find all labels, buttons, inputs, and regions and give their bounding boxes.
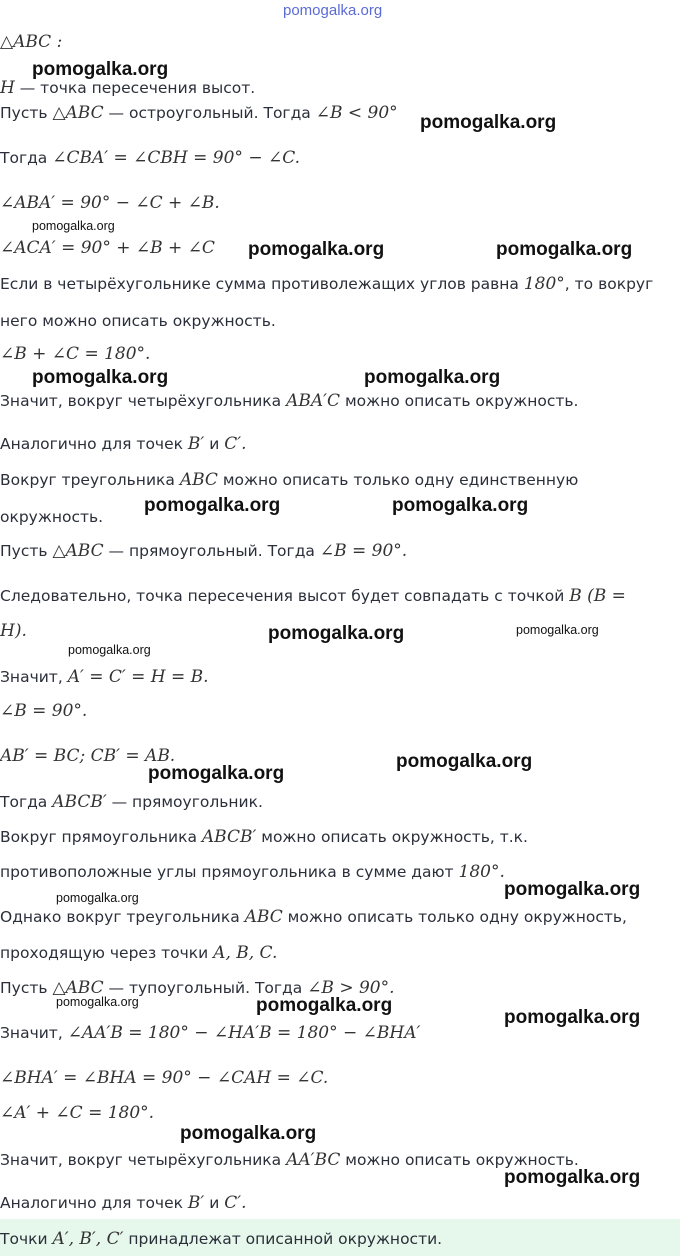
line-15: Следовательно, точка пересечения высот будет совпадать с точкой B (B = — [0, 586, 626, 606]
watermark: pomogalka.org — [496, 239, 633, 260]
line-14: Пусть △ABC — прямоугольный. Тогда ∠B = 90°. — [0, 541, 408, 561]
line-29: Значит, вокруг четырёхугольника AA′BC можно описать окружность. — [0, 1150, 579, 1170]
line-9: ∠B + ∠C = 180°. — [0, 344, 151, 364]
watermark: pomogalka.org — [396, 751, 533, 772]
watermark: pomogalka.org — [420, 112, 557, 133]
line-7: Если в четырёхугольнике сумма противолежащих углов равна 180°, то вокруг — [0, 274, 654, 294]
line-21: Вокруг прямоугольника ABCB′ можно описать окружность, т.к. — [0, 827, 528, 847]
watermark: pomogalka.org — [504, 1167, 641, 1188]
line-8: него можно описать окружность. — [0, 312, 276, 330]
line-19: AB′ = BC; CB′ = AB. — [0, 746, 176, 766]
watermark: pomogalka.org — [504, 1007, 641, 1028]
watermark: pomogalka.org — [68, 643, 151, 657]
watermark: pomogalka.org — [516, 623, 599, 637]
line-30: Аналогично для точек B′ и C′. — [0, 1193, 247, 1213]
line-28: ∠A′ + ∠C = 180°. — [0, 1103, 155, 1123]
line-6: ∠ACA′ = 90° + ∠B + ∠C — [0, 238, 215, 258]
watermark: pomogalka.org — [504, 879, 641, 900]
line-31: Точки A′, B′, C′ принадлежат описанной окружности. — [0, 1229, 443, 1249]
watermark: pomogalka.org — [148, 763, 285, 784]
line-23: Однако вокруг треугольника ABC можно описать только одну окружность, — [0, 907, 627, 927]
watermark: pomogalka.org — [32, 59, 169, 80]
line-26: Значит, ∠AA′B = 180° − ∠HA′B = 180° − ∠BHA′ — [0, 1023, 421, 1043]
watermark: pomogalka.org — [180, 1123, 317, 1144]
line-25: Пусть △ABC — тупоугольный. Тогда ∠B > 90°. — [0, 978, 395, 998]
watermark: pomogalka.org — [32, 219, 115, 233]
watermark: pomogalka.org — [32, 367, 169, 388]
watermark: pomogalka.org — [256, 995, 393, 1016]
line-24: проходящую через точки A, B, C. — [0, 943, 278, 963]
line-3: Пусть △ABC — остроугольный. Тогда ∠B < 90° — [0, 103, 398, 123]
line-20: Тогда ABCB′ — прямоугольник. — [0, 792, 263, 812]
line-18: ∠B = 90°. — [0, 701, 88, 721]
line-17: Значит, A′ = C′ = H = B. — [0, 667, 209, 687]
watermark: pomogalka.org — [248, 239, 385, 260]
line-11: Аналогично для точек B′ и C′. — [0, 434, 247, 454]
line-4: Тогда ∠CBA′ = ∠CBH = 90° − ∠C. — [0, 148, 301, 168]
watermark: pomogalka.org — [392, 495, 529, 516]
watermark: pomogalka.org — [144, 495, 281, 516]
watermark: pomogalka.org — [56, 891, 139, 905]
watermark: pomogalka.org — [283, 2, 383, 19]
watermark: pomogalka.org — [268, 623, 405, 644]
line-1: △ABC : — [0, 32, 63, 52]
line-22: противоположные углы прямоугольника в сумме дают 180°. — [0, 862, 505, 882]
line-13: окружность. — [0, 508, 104, 526]
watermark: pomogalka.org — [364, 367, 501, 388]
line-12: Вокруг треугольника ABC можно описать только одну единственную — [0, 470, 579, 490]
line-2: H — точка пересечения высот. — [0, 78, 256, 98]
line-27: ∠BHA′ = ∠BHA = 90° − ∠CAH = ∠C. — [0, 1068, 329, 1088]
line-10: Значит, вокруг четырёхугольника ABA′C можно описать окружность. — [0, 391, 579, 411]
watermark: pomogalka.org — [56, 995, 139, 1009]
line-16: H). — [0, 621, 27, 641]
line-5: ∠ABA′ = 90° − ∠C + ∠B. — [0, 193, 220, 213]
